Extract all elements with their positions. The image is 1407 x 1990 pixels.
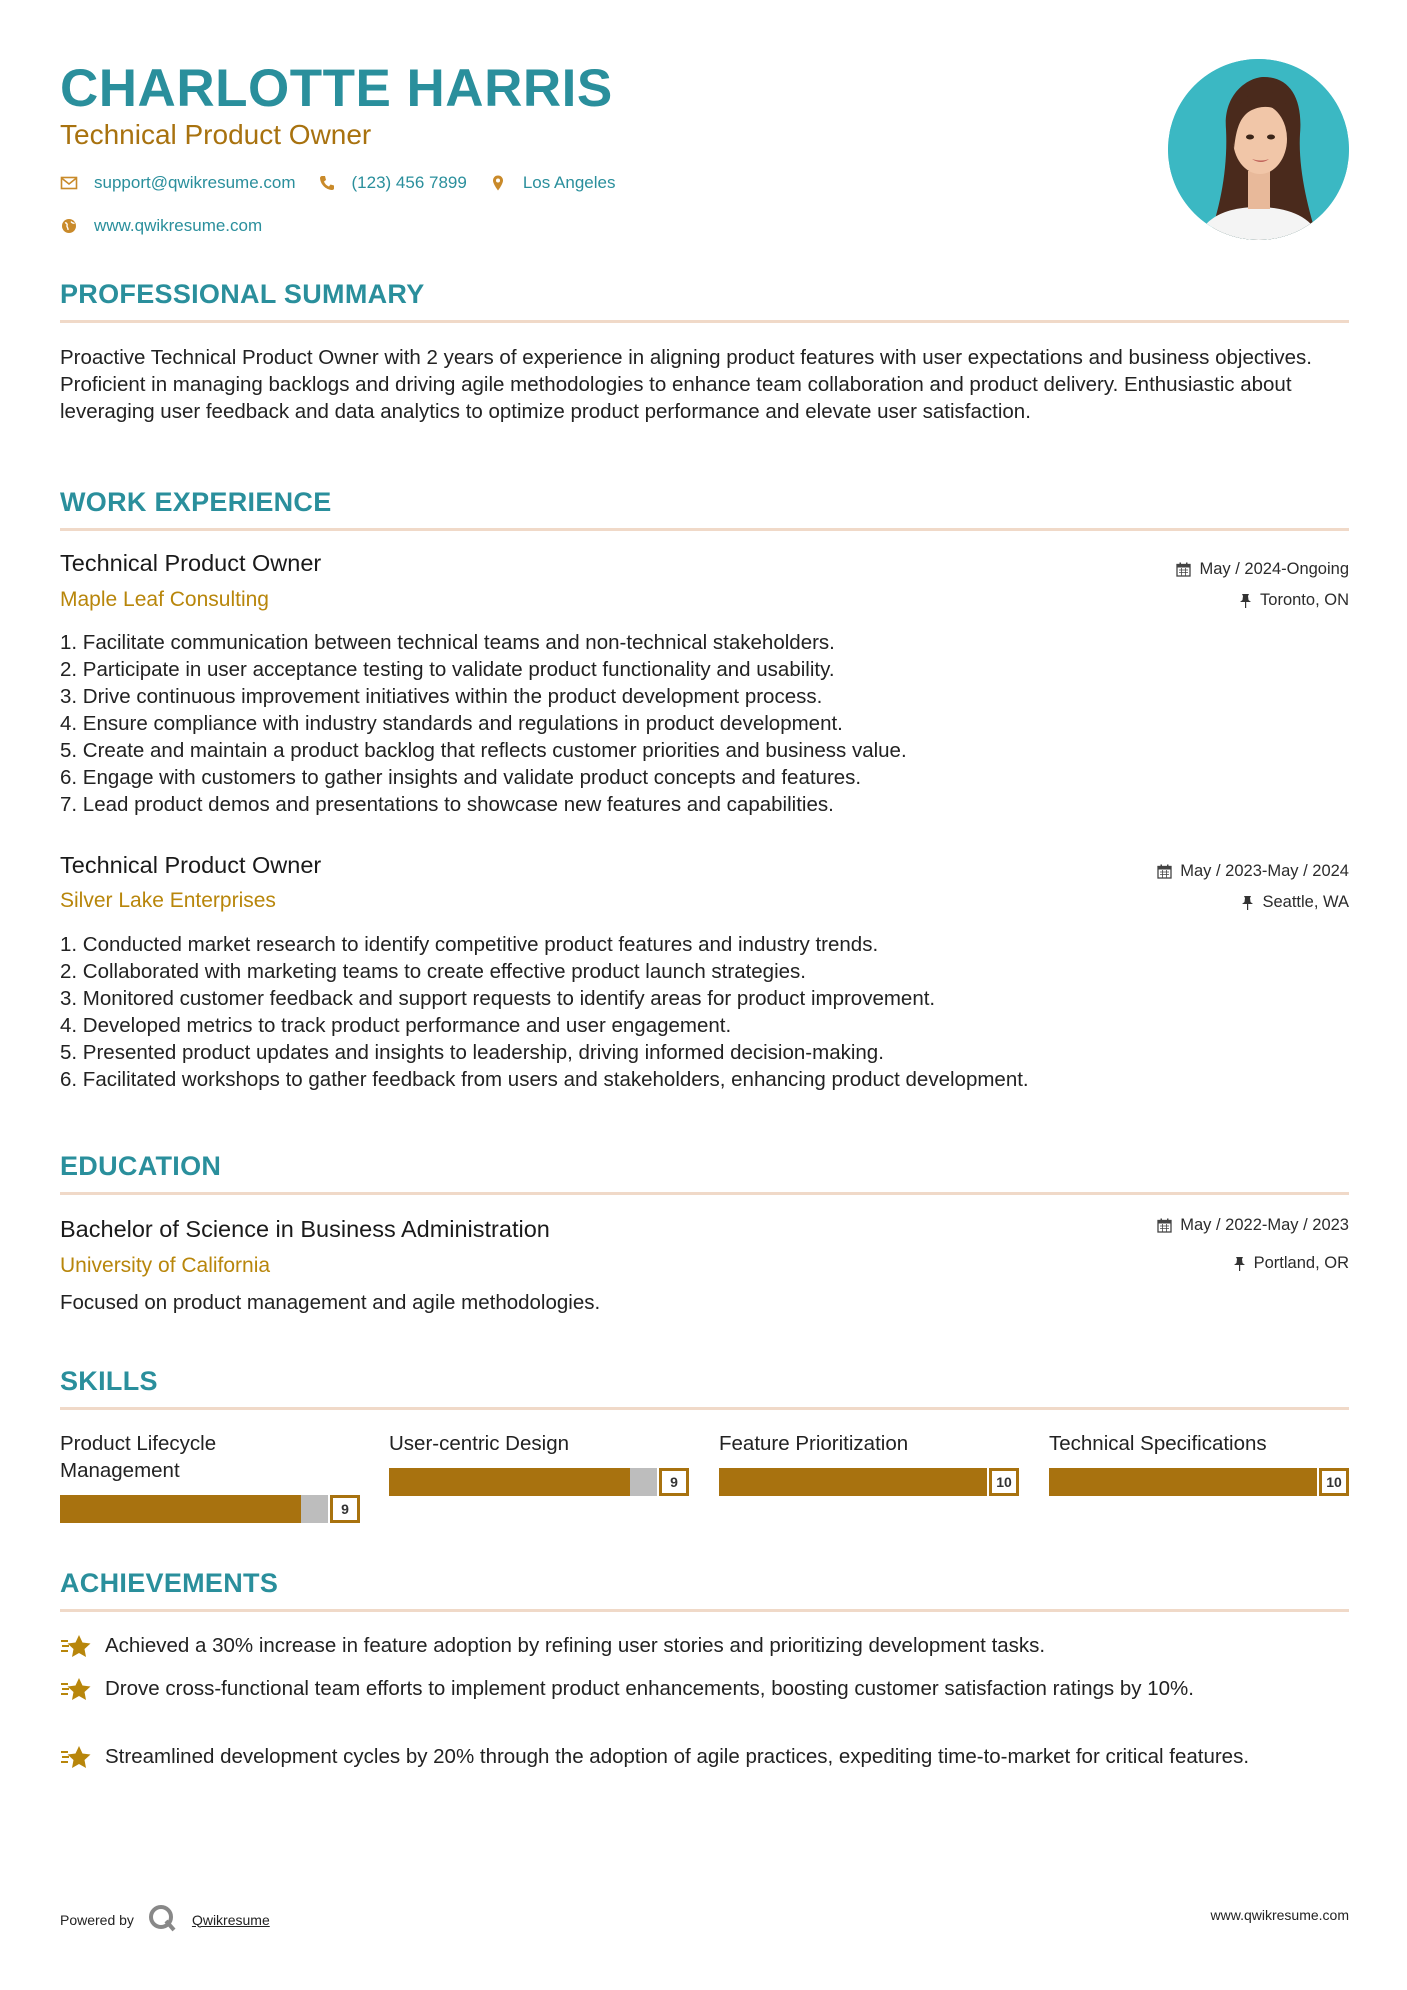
- job-role: Technical Product Owner: [60, 852, 322, 878]
- skill-meter: [389, 1468, 689, 1496]
- section-divider: [60, 1192, 1349, 1195]
- pushpin-icon: [1233, 1256, 1246, 1271]
- skill-item: [60, 1430, 360, 1517]
- skill-meter: [60, 1495, 360, 1523]
- education-note: Focused on product management and agile methodologies.: [60, 1291, 601, 1314]
- job-dates: [1157, 862, 1349, 881]
- phone-icon: [318, 174, 336, 192]
- skill-bar-track: [1049, 1468, 1317, 1496]
- skill-name: Technical Specifications: [1049, 1432, 1267, 1455]
- education-location: [1233, 1254, 1349, 1273]
- skill-meter: [1049, 1468, 1349, 1496]
- skill-meter: [719, 1468, 1019, 1496]
- job-duties-list: [60, 931, 1350, 1093]
- skill-name: Feature Prioritization: [719, 1432, 909, 1455]
- list-item: 6. Facilitated workshops to gather feedback from users and stakeholders, enhancing product development.: [60, 1068, 1029, 1091]
- skill-bar-fill: [719, 1468, 987, 1496]
- achievement-item: [60, 1743, 1350, 1773]
- education-dates-text: May / 2022-May / 2023: [1180, 1216, 1349, 1234]
- email-link[interactable]: support@qwikresume.com: [94, 173, 296, 192]
- skill-score: 10: [1319, 1468, 1349, 1496]
- list-item: 3. Monitored customer feedback and support requests to identify areas for product improvement.: [60, 987, 936, 1010]
- section-divider: [60, 1407, 1349, 1410]
- footer-url[interactable]: www.qwikresume.com: [1210, 1907, 1349, 1923]
- list-item: 6. Engage with customers to gather insights and validate product concepts and features.: [60, 766, 862, 789]
- achievement-item: [60, 1632, 1350, 1662]
- list-item: 7. Lead product demos and presentations to showcase new features and capabilities.: [60, 793, 834, 816]
- skill-bar-fill: [1049, 1468, 1317, 1496]
- section-divider: [60, 528, 1349, 531]
- skill-bar-track: [60, 1495, 328, 1523]
- job-company: Maple Leaf Consulting: [60, 588, 269, 611]
- list-item: 3. Drive continuous improvement initiatives within the product development process.: [60, 685, 823, 708]
- location-text: Los Angeles: [522, 173, 616, 192]
- achievements-heading: ACHIEVEMENTS: [60, 1568, 279, 1598]
- powered-by-label: Powered by: [60, 1911, 134, 1928]
- job-location-text: Seattle, WA: [1262, 893, 1349, 911]
- candidate-title: Technical Product Owner: [60, 119, 372, 150]
- globe-icon: [60, 217, 78, 235]
- experience-heading: WORK EXPERIENCE: [60, 487, 332, 517]
- achievement-text: Streamlined development cycles by 20% through the adoption of agile practices, expediting time-to-market for critical features.: [105, 1745, 1250, 1768]
- qwikresume-logo-icon: [148, 1904, 178, 1935]
- skill-item: [389, 1430, 689, 1490]
- skill-score: 9: [659, 1468, 689, 1496]
- skill-score: 10: [989, 1468, 1019, 1496]
- envelope-icon: [60, 174, 78, 192]
- achievement-item: [60, 1675, 1350, 1705]
- phone-number: (123) 456 7899: [351, 173, 467, 192]
- summary-heading: PROFESSIONAL SUMMARY: [60, 279, 425, 309]
- education-dates: [1157, 1216, 1349, 1235]
- list-item: 1. Facilitate communication between technical teams and non-technical stakeholders.: [60, 631, 835, 654]
- school-name: University of California: [60, 1254, 271, 1277]
- job-dates: [1176, 560, 1349, 579]
- contact-row: [60, 173, 637, 193]
- star-icon: [60, 1675, 92, 1705]
- list-item: 4. Ensure compliance with industry standards and regulations in product development.: [60, 712, 843, 735]
- map-pin-icon: [489, 174, 507, 192]
- star-icon: [60, 1632, 92, 1662]
- achievement-text: Achieved a 30% increase in feature adoption by refining user stories and prioritizing development tasks.: [105, 1634, 1046, 1657]
- skill-name: Product Lifecycle Management: [60, 1432, 217, 1482]
- section-divider: [60, 320, 1349, 323]
- calendar-icon: [1157, 1218, 1172, 1233]
- job-company: Silver Lake Enterprises: [60, 889, 276, 912]
- pushpin-icon: [1239, 593, 1252, 608]
- skill-bar-fill: [60, 1495, 301, 1523]
- job-dates-text: May / 2024-Ongoing: [1199, 560, 1349, 578]
- skill-bar-fill: [389, 1468, 630, 1496]
- section-divider: [60, 1609, 1349, 1612]
- education-location-text: Portland, OR: [1253, 1254, 1349, 1272]
- list-item: 4. Developed metrics to track product performance and user engagement.: [60, 1014, 732, 1037]
- profile-photo: [1168, 59, 1349, 240]
- list-item: 2. Collaborated with marketing teams to create effective product launch strategies.: [60, 960, 806, 983]
- skill-name: User-centric Design: [389, 1432, 569, 1455]
- summary-text: Proactive Technical Product Owner with 2 years of experience in aligning product features with user expectations and business objectives. Proficient in managing backlogs and driving agile methodologies to enhance team collaboration and product delivery. Enthusiastic about leveraging user feedback and data analytics to optimize product performance and elevate user satisfaction.: [60, 346, 1312, 423]
- website-row: [60, 216, 284, 236]
- job-location: [1239, 591, 1349, 610]
- star-icon: [60, 1743, 92, 1773]
- skills-heading: SKILLS: [60, 1366, 158, 1396]
- job-location: [1241, 893, 1349, 912]
- calendar-icon: [1176, 562, 1191, 577]
- powered-by: [60, 1904, 270, 1935]
- skill-item: [719, 1430, 1019, 1490]
- degree-title: Bachelor of Science in Business Administration: [60, 1216, 550, 1242]
- skill-bar-track: [719, 1468, 987, 1496]
- qwikresume-link[interactable]: Qwikresume: [191, 1911, 270, 1928]
- list-item: 1. Conducted market research to identify competitive product features and industry trends.: [60, 933, 879, 956]
- job-location-text: Toronto, ON: [1260, 591, 1349, 609]
- skill-score: 9: [330, 1495, 360, 1523]
- pushpin-icon: [1241, 895, 1254, 910]
- candidate-name: CHARLOTTE HARRIS: [60, 59, 613, 118]
- list-item: 5. Presented product updates and insights to leadership, driving informed decision-making.: [60, 1041, 884, 1064]
- website-link[interactable]: www.qwikresume.com: [94, 216, 263, 235]
- job-dates-text: May / 2023-May / 2024: [1180, 862, 1349, 880]
- achievement-text: Drove cross-functional team efforts to implement product enhancements, boosting customer satisfaction ratings by 10%.: [105, 1677, 1194, 1700]
- list-item: 2. Participate in user acceptance testing to validate product functionality and usability.: [60, 658, 835, 681]
- job-duties-list: [60, 629, 1350, 818]
- job-role: Technical Product Owner: [60, 550, 322, 576]
- calendar-icon: [1157, 864, 1172, 879]
- list-item: 5. Create and maintain a product backlog that reflects customer priorities and business value.: [60, 739, 907, 762]
- skill-bar-track: [389, 1468, 657, 1496]
- education-heading: EDUCATION: [60, 1151, 222, 1181]
- skill-item: [1049, 1430, 1349, 1490]
